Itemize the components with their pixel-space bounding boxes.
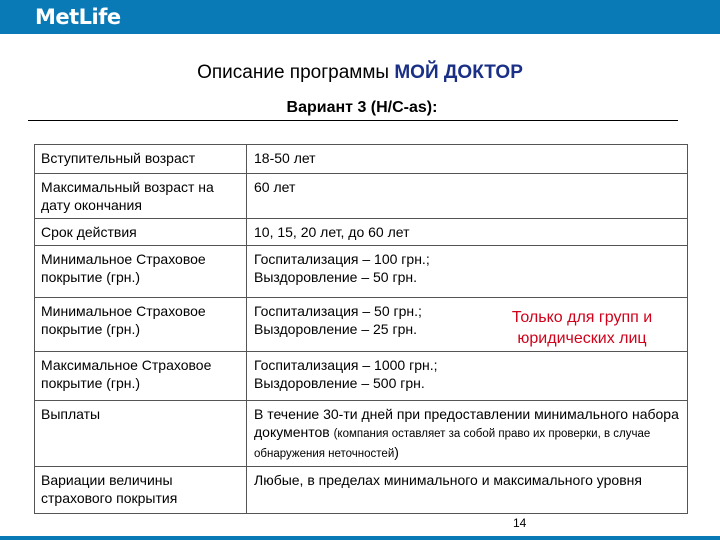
group-only-note: Только для групп и юридических лиц xyxy=(511,309,653,347)
table-row xyxy=(35,219,688,246)
header-bar xyxy=(0,0,720,34)
payout-note: (компания оставляет за собой право их проверки, в случае обнаружения неточностей xyxy=(254,428,651,460)
table-row xyxy=(35,467,688,514)
title-brand: МОЙ ДОКТОР xyxy=(394,62,523,83)
row-value: 18-50 лет xyxy=(247,145,688,174)
row-label: Минимальное Страховое покрытие (грн.) xyxy=(35,298,247,352)
table-row xyxy=(35,352,688,401)
page-number: 14 xyxy=(513,516,527,530)
table-row xyxy=(35,174,688,219)
value-line: Выздоровление – 50 грн. xyxy=(254,269,417,285)
value-line: Госпитализация – 100 грн.; xyxy=(254,251,430,267)
value-line: Выздоровление – 500 грн. xyxy=(254,375,425,391)
value-line: Выздоровление – 25 грн. xyxy=(254,321,417,337)
title-prefix: Описание программы xyxy=(197,62,390,83)
row-label: Максимальный возраст на дату окончания xyxy=(35,174,247,219)
row-value: Любые, в пределах минимального и максимального уровня xyxy=(247,467,688,514)
row-value: 10, 15, 20 лет, до 60 лет xyxy=(247,219,688,246)
row-value: 60 лет xyxy=(247,174,688,219)
row-value xyxy=(247,246,688,298)
payout-text: В течение 30-ти дней при предоставлении минимального набора документов xyxy=(254,406,679,440)
page-title xyxy=(0,62,720,84)
table-row xyxy=(35,145,688,174)
row-label: Вариации величины страхового покрытия xyxy=(35,467,247,514)
divider xyxy=(28,120,678,121)
variant-subtitle: Вариант 3 (H/C-as): xyxy=(286,99,438,116)
payout-note-close: ) xyxy=(394,444,399,460)
value-line: Госпитализация – 1000 грн.; xyxy=(254,357,438,373)
metlife-logo: MetLife xyxy=(35,5,121,29)
row-value xyxy=(247,401,688,467)
row-value xyxy=(247,352,688,401)
table-row xyxy=(35,246,688,298)
row-label: Срок действия xyxy=(35,219,247,246)
footer-bar xyxy=(0,536,720,540)
value-line: Госпитализация – 50 грн.; xyxy=(254,303,422,319)
row-label: Максимальное Страховое покрытие (грн.) xyxy=(35,352,247,401)
row-label: Вступительный возраст xyxy=(35,145,247,174)
table-row xyxy=(35,401,688,467)
row-label: Выплаты xyxy=(35,401,247,467)
row-label: Минимальное Страховое покрытие (грн.) xyxy=(35,246,247,298)
